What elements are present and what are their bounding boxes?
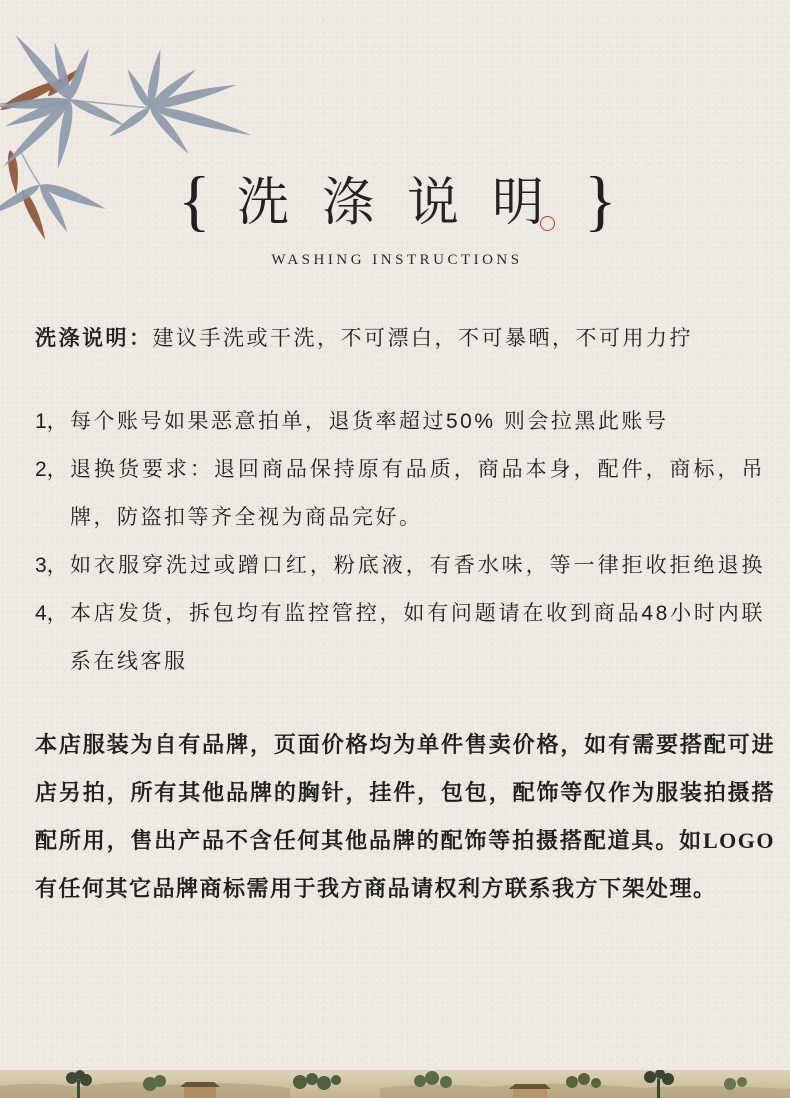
policy-text: 本店发货，拆包均有监控管控，如有问题请在收到商品48小时内联 — [70, 602, 765, 625]
policy-number: 3， — [35, 554, 68, 577]
brand-notice-line: 配所用，售出产品不含任何其他品牌的配饰等拍摄搭配道具。如LOGO — [35, 828, 775, 853]
landscape-painting-strip — [0, 1070, 790, 1098]
policy-number: 2， — [35, 458, 68, 481]
policy-item-3 — [35, 542, 765, 590]
care-label: 洗涤说明： — [35, 326, 153, 350]
policy-text: 如衣服穿洗过或蹭口红，粉底液，有香水味，等一律拒收拒绝退换 — [70, 554, 765, 577]
policy-number: 1， — [35, 410, 68, 433]
return-policy-list — [35, 398, 765, 686]
policy-item-4 — [35, 590, 765, 638]
brand-notice-line: 有任何其它品牌商标需用于我方商品请权利方联系我方下架处理。 — [35, 876, 717, 901]
policy-number: 4， — [35, 602, 68, 625]
red-circle-accent — [540, 216, 555, 231]
brand-notice-line: 店另拍，所有其他品牌的胸针，挂件，包包，配饰等仅作为服装拍摄搭 — [35, 780, 775, 805]
painting-building — [180, 1082, 220, 1098]
policy-item-2 — [35, 446, 765, 494]
painting-building — [509, 1084, 551, 1098]
care-text: 建议手洗或干洗，不可漂白，不可暴晒，不可用力拧 — [152, 327, 693, 350]
brand-notice — [35, 721, 775, 913]
policy-item-4-continuation — [35, 638, 765, 686]
title-open-brace: { — [178, 162, 211, 238]
page-title: 洗涤说明 — [237, 175, 578, 232]
policy-item-2-continuation — [35, 494, 765, 542]
page-subtitle: WASHING INSTRUCTIONS — [271, 252, 523, 268]
title-close-brace: } — [584, 162, 617, 238]
bamboo-leaf — [68, 95, 126, 128]
policy-text: 退换货要求：退回商品保持原有品质，商品本身，配件，商标，吊 — [70, 458, 765, 481]
policy-text: 系在线客服 — [70, 650, 188, 673]
policy-text: 牌，防盗扣等齐全视为商品完好。 — [70, 506, 423, 529]
policy-item-1 — [35, 398, 765, 446]
bamboo-leaf — [107, 105, 153, 140]
care-instructions — [35, 314, 765, 362]
policy-text: 每个账号如果恶意拍单，退货率超过50% 则会拉黑此账号 — [70, 410, 669, 433]
bamboo-twig — [20, 150, 40, 185]
brand-notice-line: 本店服装为自有品牌，页面价格均为单件售卖价格，如有需要搭配可进 — [35, 732, 775, 757]
